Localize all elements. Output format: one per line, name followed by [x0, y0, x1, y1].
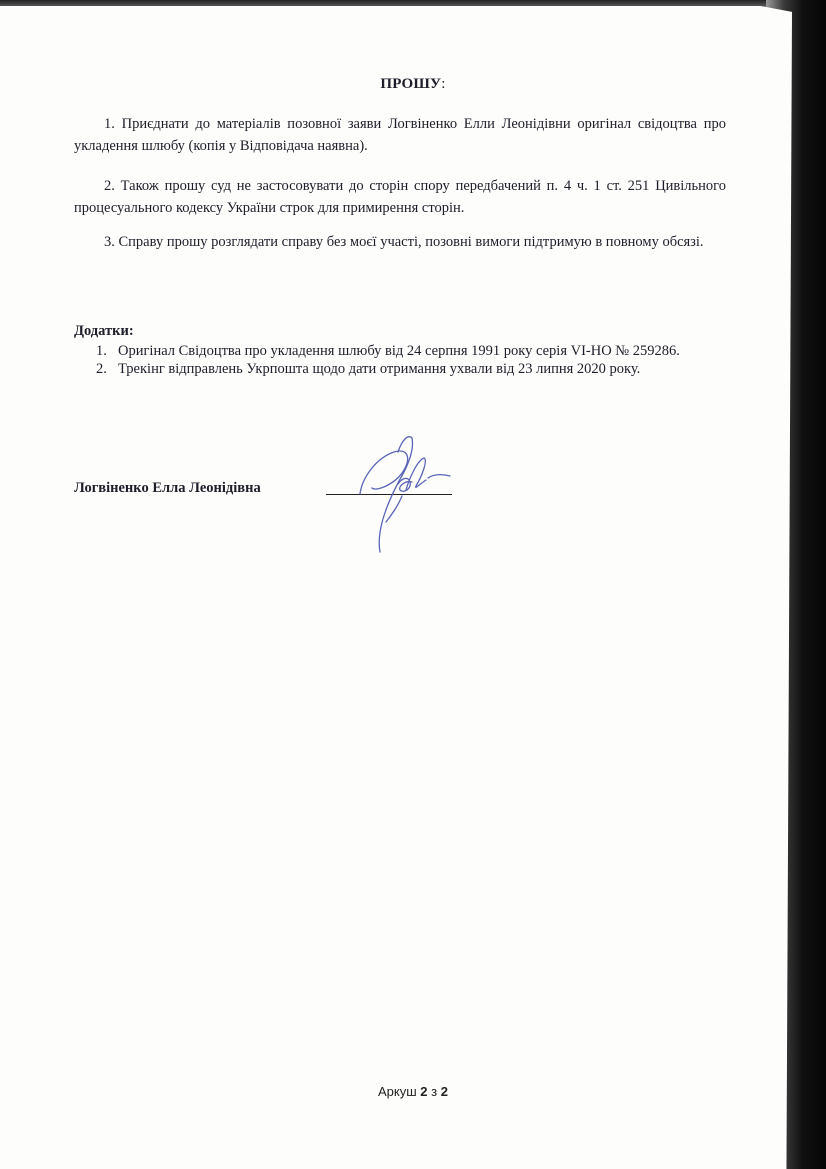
- attachment-text: Оригінал Свідоцтва про укладення шлюбу від 24 серпня 1991 року серія VI-НО № 259286.: [118, 343, 680, 359]
- footer-total-pages: 2: [440, 1084, 448, 1099]
- attachment-number: 1.: [96, 343, 107, 359]
- footer-separator: з: [431, 1084, 438, 1099]
- signatory-name: Логвіненко Елла Леонідівна: [74, 480, 261, 496]
- footer-prefix: Аркуш: [378, 1084, 417, 1099]
- attachment-item: [74, 360, 726, 378]
- attachments-title: Додатки:: [74, 323, 134, 339]
- document-heading: [0, 76, 826, 93]
- heading-colon: :: [441, 76, 446, 92]
- attachment-number: 2.: [96, 361, 107, 377]
- heading-text: ПРОШУ: [380, 76, 442, 92]
- page-footer: [0, 1084, 826, 1099]
- handwritten-signature: [346, 430, 466, 558]
- attachment-text: Трекінг відправлень Укрпошта щодо дати отримання ухвали від 23 липня 2020 року.: [118, 361, 641, 377]
- attachment-item: [74, 342, 726, 360]
- request-paragraph-3: 3. Справу прошу розглядати справу без моєї участі, позовні вимоги підтримую в повному обсязі.: [104, 234, 704, 250]
- attachments-list: [74, 342, 726, 378]
- footer-page-number: 2: [420, 1084, 428, 1099]
- request-paragraph-1: 1. Приєднати до матеріалів позовної заяви Логвіненко Елли Леонідівни оригінал свідоцтва про укладення шлюбу (копія у Відповідача наявна).: [74, 116, 726, 154]
- request-paragraph-2: 2. Також прошу суд не застосовувати до сторін спору передбачений п. 4 ч. 1 ст. 251 Цивільного процесуального кодексу України строк для примирення сторін.: [74, 178, 726, 216]
